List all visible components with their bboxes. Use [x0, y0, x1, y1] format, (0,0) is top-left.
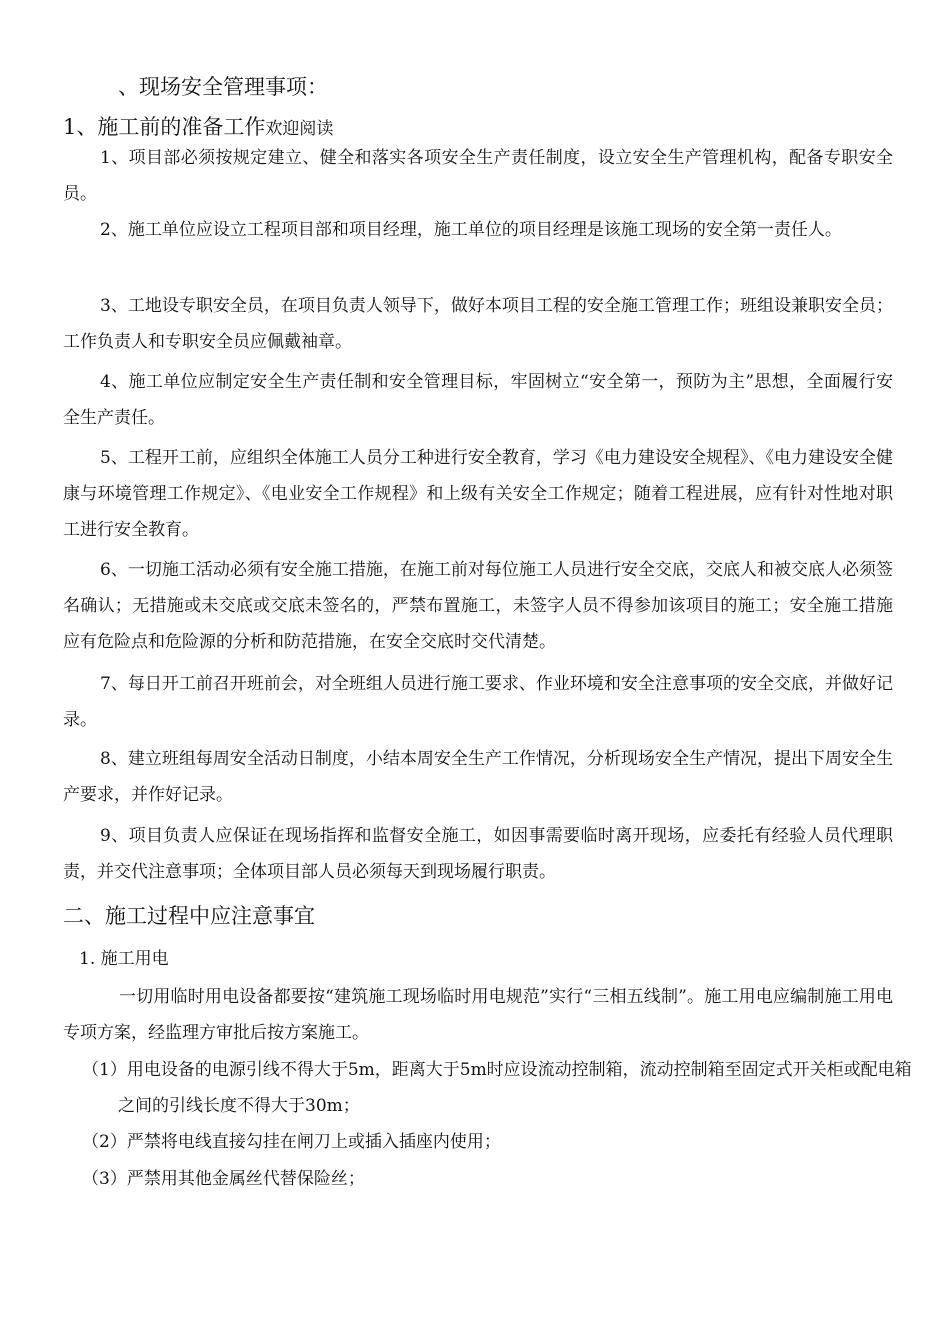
paragraph-2: 2、施工单位应设立工程项目部和项目经理，施工单位的项目经理是该施工现场的安全第一责任人。 — [100, 220, 842, 240]
section-2-intro: 一切用临时用电设备都要按“建筑施工现场临时用电规范”实行“三相五线制”。施工用电应编制施工用电专项方案，经监理方审批后按方案施工。 — [63, 987, 893, 1043]
paragraph-7: 7、每日开工前召开班前会，对全班组人员进行施工要求、作业环境和安全注意事项的安全交底，并做好记录。 — [63, 674, 893, 730]
paragraph-4: 4、施工单位应制定安全生产责任制和安全管理目标，牢固树立“安全第一，预防为主”思想，全面履行安全生产责任。 — [63, 372, 893, 428]
subsection-heading: 1. 施工用电 — [79, 949, 169, 969]
section-1-heading-text: 1、施工前的准备工作 — [63, 115, 266, 139]
section-2-heading: 二、施工过程中应注意事宜 — [63, 904, 315, 928]
list-item-3: （3）严禁用其他金属丝代替保险丝； — [82, 1169, 365, 1189]
list-item-1: （1）用电设备的电源引线不得大于5m，距离大于5m时应设流动控制箱，流动控制箱至固定式开关柜或配电箱之间的引线长度不得大于30m； — [82, 1060, 912, 1116]
document-title: 、现场安全管理事项： — [118, 75, 328, 99]
paragraph-8: 8、建立班组每周安全活动日制度，小结本周安全生产工作情况，分析现场安全生产情况，提出下周安全生产要求，并作好记录。 — [63, 749, 893, 805]
list-item-2: （2）严禁将电线直接勾挂在闸刀上或插入插座内使用； — [82, 1132, 501, 1152]
section-1-heading-suffix: 欢迎阅读 — [265, 119, 334, 139]
paragraph-3: 3、工地设专职安全员，在项目负责人领导下，做好本项目工程的安全施工管理工作；班组设兼职安全员；工作负责人和专职安全员应佩戴袖章。 — [63, 296, 893, 352]
paragraph-5: 5、工程开工前，应组织全体施工人员分工种进行安全教育，学习《电力建设安全规程》、《电力建设安全健康与环境管理工作规定》、《电业安全工作规程》和上级有关安全工作规定；随着工程进展，应有针对性地对职工进行安全教育。 — [63, 448, 893, 540]
paragraph-6: 6、一切施工活动必须有安全施工措施，在施工前对每位施工人员进行安全交底，交底人和被交底人必须签名确认；无措施或未交底或交底未签名的，严禁布置施工，未签字人员不得参加该项目的施工；安全施工措施应有危险点和危险源的分析和防范措施，在安全交底时交代清楚。 — [63, 560, 893, 652]
paragraph-9: 9、项目负责人应保证在现场指挥和监督安全施工，如因事需要临时离开现场，应委托有经验人员代理职责，并交代注意事项；全体项目部人员必须每天到现场履行职责。 — [63, 826, 893, 882]
paragraph-1: 1、项目部必须按规定建立、健全和落实各项安全生产责任制度，设立安全生产管理机构，配备专职安全员。 — [63, 148, 893, 204]
